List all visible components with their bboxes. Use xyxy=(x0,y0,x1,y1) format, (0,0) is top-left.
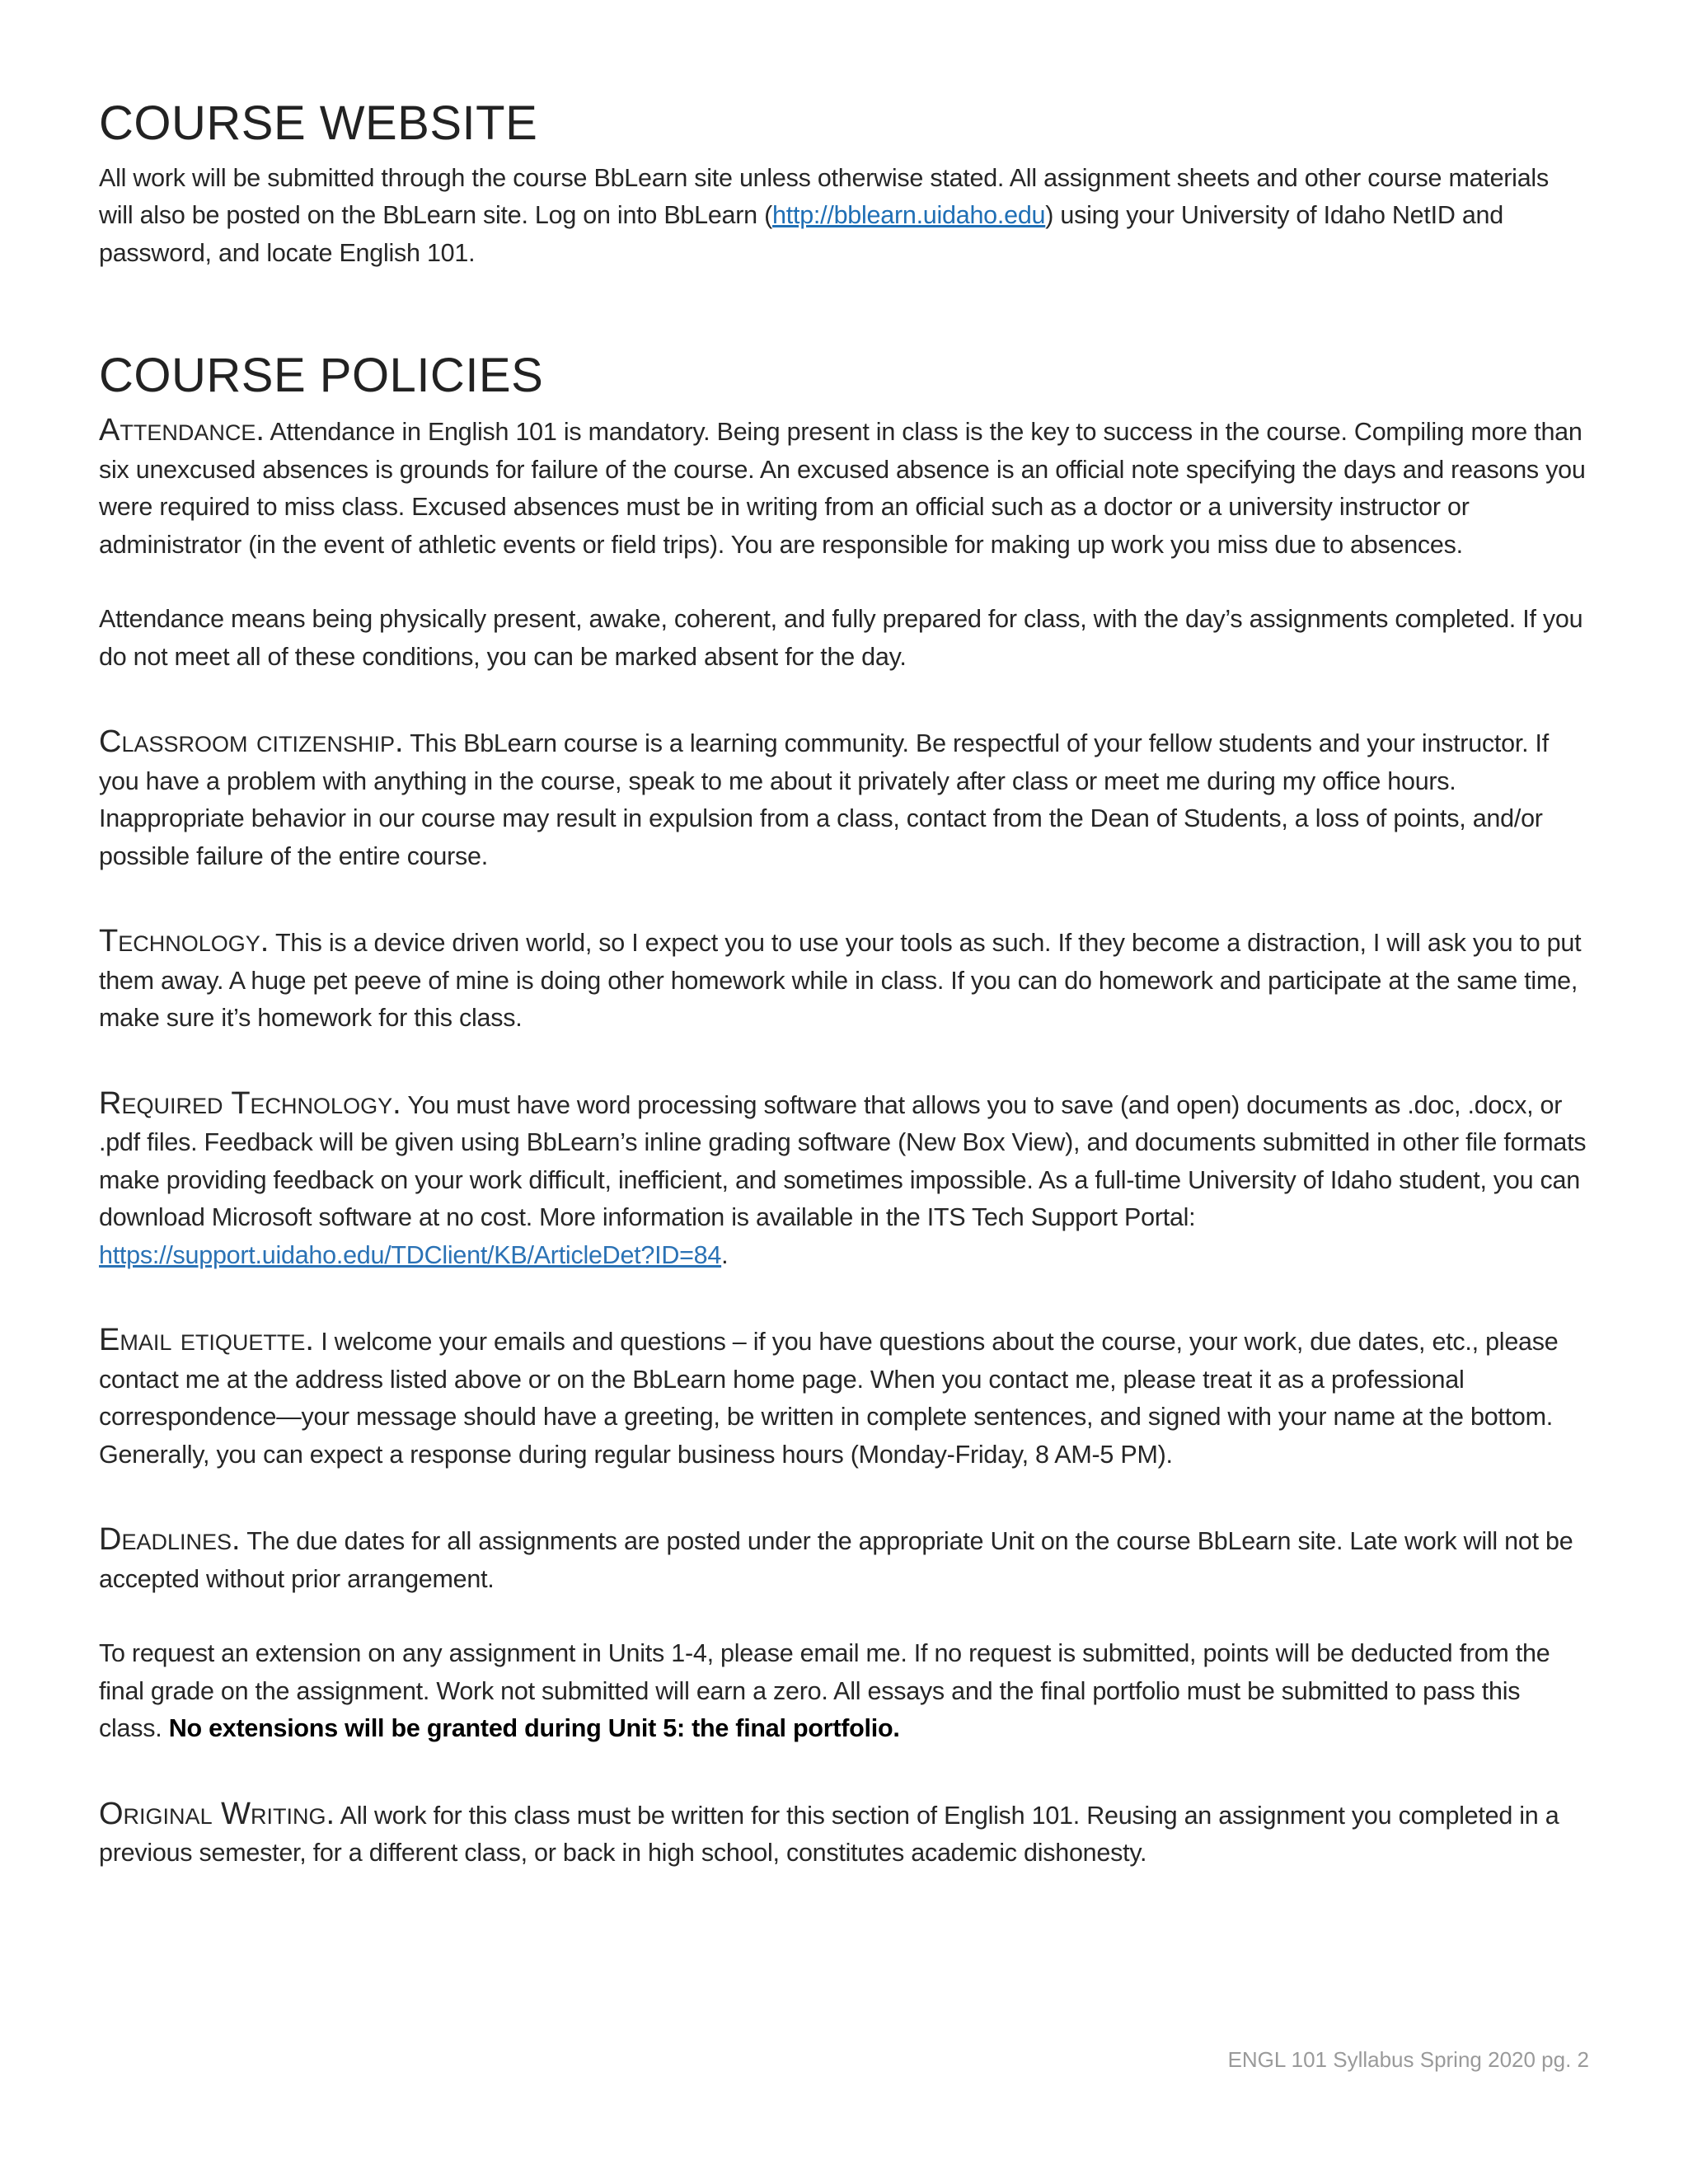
deadlines-text: The due dates for all assignments are posted under the appropriate Unit on the course BbLearn site. Late work will not be accepted without prior arrangement. xyxy=(99,1527,1573,1593)
attendance-paragraph-2: Attendance means being physically present, awake, coherent, and fully prepared for class, with the day’s assignments completed. If you do not meet all of these conditions, you can be marked absent for the day. xyxy=(99,605,1583,671)
technology-paragraph xyxy=(99,923,1589,1038)
technology-text: This is a device driven world, so I expect you to use your tools as such. If they become a distraction, I will ask you to put them away. A huge pet peeve of mine is doing other homework while in class. If you can do homework and participate at the same time, make sure it’s homework for this class. xyxy=(99,929,1582,1033)
attendance-text: Attendance in English 101 is mandatory. Being present in class is the key to success in the course. Compiling more than six unexcused absences is grounds for failure of the course. An excused absence is an official note specifying the days and reasons you were required to miss class. Excused absences must be in writing from an official such as a doctor or a university instructor or administrator (in the event of athletic events or field trips). You are responsible for making up work you miss due to absences. xyxy=(99,418,1586,559)
website-text-1: All work will be submitted through the course BbLearn site unless otherwise stated. All assignment sheets and other course materials will also be posted on the BbLearn site. Log on into BbLearn ( xyxy=(99,163,1549,230)
deadlines-paragraph-2 xyxy=(99,1635,1589,1748)
its-support-link[interactable]: https://support.uidaho.edu/TDClient/KB/ArticleDet?ID=84 xyxy=(99,1240,722,1269)
deadlines-text-2: To request an extension on any assignment in Units 1-4, please email me. If no request is submitted, points will be deducted from the final grade on the assignment. Work not submitted will earn a zero. All essays and the final portfolio must be submitted to pass this class. xyxy=(99,1639,1550,1743)
original-writing-text: All work for this class must be written for this section of English 101. Reusing an assignment you completed in a previous semester, for a different class, or back in high school, constitutes academic dishonesty. xyxy=(99,1801,1559,1868)
course-website-section xyxy=(99,97,1589,272)
attendance-lead: Attendance. xyxy=(99,413,265,448)
citizenship-text: This BbLearn course is a learning community. Be respectful of your fellow students and your instructor. If you have a problem with anything in the course, speak to me about it privately after class or meet me during my office hours. Inappropriate behavior in our course may result in expulsion from a class, contact from the Dean of Students, a loss of points, and/or possible failure of the entire course. xyxy=(99,729,1549,870)
required-technology-text: You must have word processing software that allows you to save (and open) documents as .doc, .docx, or .pdf files. Feedback will be given using BbLearn’s inline grading software (New Box View), and documents submitted in other file formats make providing feedback on your work difficult, inefficient, and sometimes impossible. As a full-time University of Idaho student, you can download Microsoft software at no cost. More information is available in the ITS Tech Support Portal: xyxy=(99,1090,1587,1232)
page-footer: ENGL 101 Syllabus Spring 2020 pg. 2 xyxy=(1227,2047,1589,2072)
email-etiquette-paragraph xyxy=(99,1322,1589,1474)
required-technology-end: . xyxy=(721,1240,729,1269)
syllabus-page xyxy=(99,97,1589,1872)
required-technology-paragraph xyxy=(99,1085,1589,1275)
deadlines-paragraph xyxy=(99,1521,1589,1598)
required-technology-lead: Required Technology. xyxy=(99,1085,401,1121)
course-website-paragraph xyxy=(99,160,1589,273)
course-policies-section xyxy=(99,349,1589,1872)
citizenship-paragraph xyxy=(99,724,1589,875)
course-website-heading: COURSE WEBSITE xyxy=(99,96,538,150)
email-etiquette-text: I welcome your emails and questions – if you have questions about the course, your work, due dates, etc., please contact me at the address listed above or on the BbLearn home page. When you contact me, please treat it as a professional correspondence—your message should have a greeting, be written in complete sentences, and signed with your name at the bottom. Generally, you can expect a response during regular business hours (Monday-Friday, 8 AM-5 PM). xyxy=(99,1328,1559,1469)
original-writing-paragraph xyxy=(99,1796,1589,1872)
technology-lead: Technology. xyxy=(99,924,270,959)
citizenship-lead: Classroom citizenship. xyxy=(99,724,404,760)
original-writing-lead: Original Writing. xyxy=(99,1796,335,1831)
attendance-paragraph xyxy=(99,412,1589,564)
website-text-2: ) using your University of Idaho NetID and password, and locate English 101. xyxy=(99,201,1503,267)
deadlines-bold-note: No extensions will be granted during Unit 5: the final portfolio. xyxy=(168,1714,900,1743)
course-policies-heading: COURSE POLICIES xyxy=(99,349,544,403)
bblearn-link[interactable]: http://bblearn.uidaho.edu xyxy=(772,201,1046,230)
email-etiquette-lead: Email etiquette. xyxy=(99,1323,314,1358)
deadlines-lead: Deadlines. xyxy=(99,1522,241,1558)
